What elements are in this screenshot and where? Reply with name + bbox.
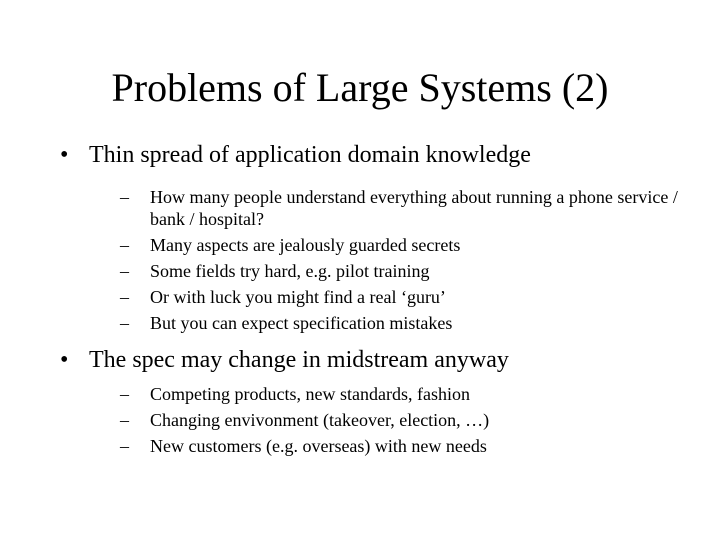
bullet-item [60,346,690,375]
sub-bullet-text: Many aspects are jealously guarded secrets [150,235,461,255]
sub-bullet-item [120,312,690,334]
dash-marker: – [120,235,129,255]
sub-bullet-item [120,409,690,431]
dash-marker: – [120,261,129,281]
bullet-marker: • [60,142,69,168]
sub-bullet-text: Competing products, new standards, fashion [150,384,470,404]
dash-marker: – [120,287,129,307]
dash-marker: – [120,410,129,430]
sub-bullet-text: Or with luck you might find a real ‘guru’ [150,287,446,307]
slide-title: Problems of Large Systems (2) [111,65,609,110]
dash-marker: – [120,436,129,456]
sub-bullet-list [60,383,690,457]
sub-bullet-text: But you can expect specification mistakes [150,313,453,333]
sub-bullet-item [120,286,690,308]
bullet-list [60,141,690,461]
bullet-item [60,141,690,170]
bullet-text: Thin spread of application domain knowledge [89,142,531,168]
dash-marker: – [120,384,129,404]
sub-bullet-item [120,435,690,457]
sub-bullet-list [60,186,690,334]
sub-bullet-item [120,234,690,256]
dash-marker: – [120,313,129,333]
bullet-marker: • [60,347,69,373]
sub-bullet-item [120,383,690,405]
sub-bullet-text: Changing envivonment (takeover, election, …) [150,410,490,430]
bullet-text: The spec may change in midstream anyway [89,347,509,373]
sub-bullet-item [120,186,690,230]
sub-bullet-text: Some fields try hard, e.g. pilot training [150,261,430,281]
dash-marker: – [120,187,129,207]
sub-bullet-text: New customers (e.g. overseas) with new needs [150,436,487,456]
sub-bullet-item [120,260,690,282]
sub-bullet-text: How many people understand everything about running a phone service / bank / hospital? [150,187,678,229]
